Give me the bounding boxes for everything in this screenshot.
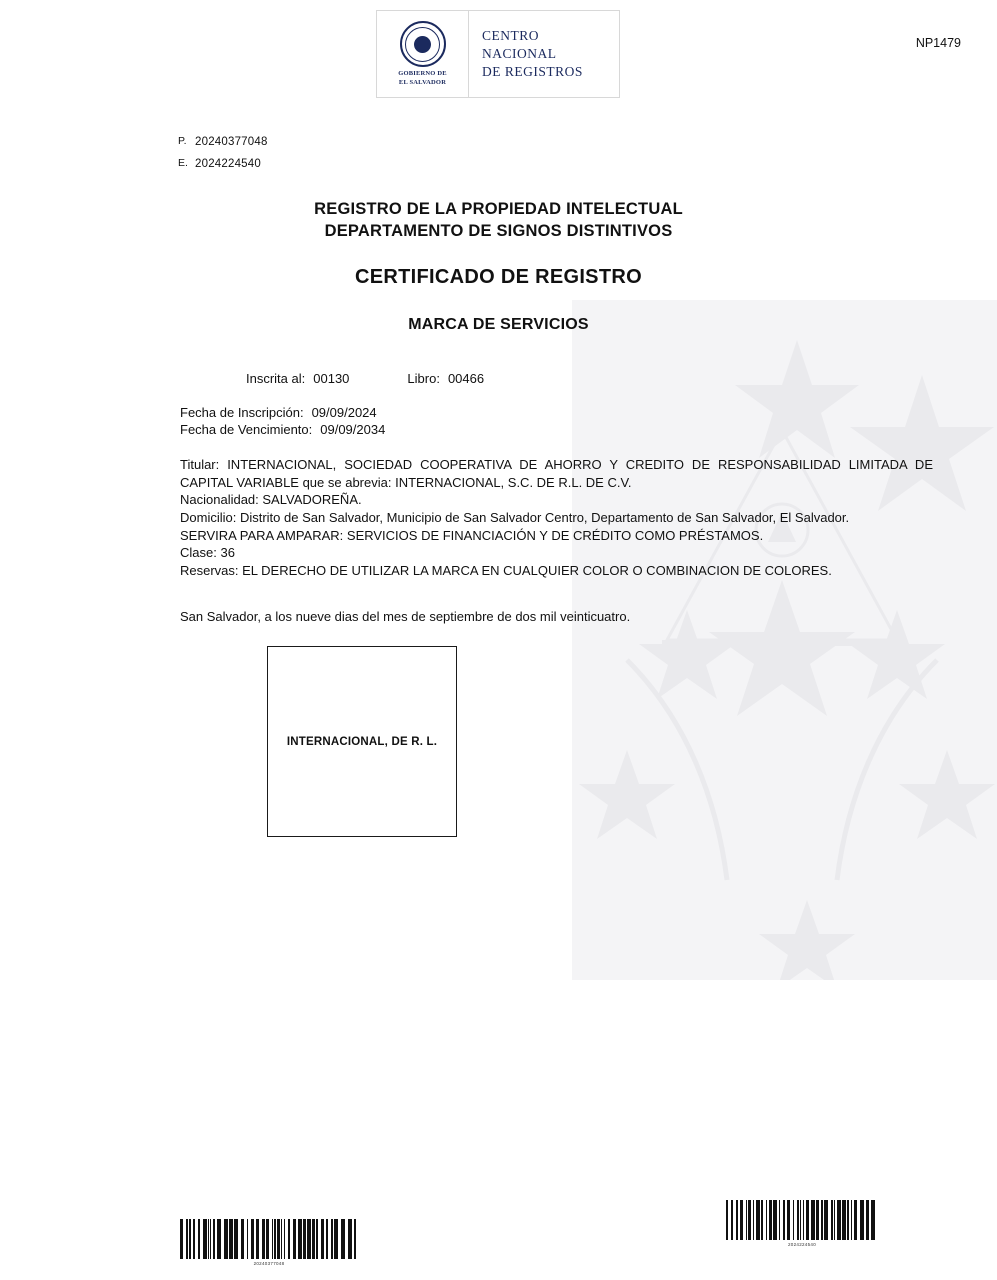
dates-block: [180, 404, 385, 439]
inscription-date-value: 09/09/2024: [311, 405, 377, 420]
libro-value: 00466: [447, 371, 485, 386]
expediente-label: E.: [178, 156, 188, 169]
np-code: NP1479: [915, 36, 961, 50]
trademark-text: INTERNACIONAL, DE R. L.: [286, 735, 438, 748]
government-seal: [377, 11, 469, 97]
barcode-expediente: [726, 1200, 878, 1240]
barcode-presentacion: [180, 1219, 358, 1259]
presentacion-row: [178, 136, 268, 149]
barcode-presentacion-caption: 20240377048: [253, 1261, 285, 1266]
trademark-image-box: [267, 646, 457, 837]
inscrita-value: 00130: [313, 371, 350, 386]
gov-logo-text: [398, 70, 447, 86]
servira-text: SERVIRA PARA AMPARAR: SERVICIOS DE FINANCIACIÓN Y DE CRÉDITO COMO PRÉSTAMOS.: [180, 527, 764, 543]
expiry-date-label: Fecha de Vencimiento:: [180, 422, 313, 438]
inscription-date-label: Fecha de Inscripción:: [180, 405, 304, 420]
registration-numbers: [246, 371, 484, 386]
seal-icon: [400, 21, 446, 67]
department-title: [0, 199, 997, 243]
expediente-row: [178, 158, 268, 171]
libro-label: Libro:: [407, 371, 440, 386]
cnr-logo: [376, 10, 620, 98]
certificate-title: CERTIFICADO DE REGISTRO: [355, 266, 642, 288]
expiry-date-row: [180, 421, 385, 438]
institution-line-1: CENTRO: [482, 27, 539, 43]
presentacion-label: P.: [178, 135, 187, 147]
expediente-value: 2024224540: [195, 157, 261, 170]
reservas-text: Reservas: EL DERECHO DE UTILIZAR LA MARCA EN CUALQUIER COLOR O COMBINACION DE COLORES.: [180, 563, 832, 579]
institution-name: [469, 27, 619, 82]
institution-line-3: DE REGISTROS: [482, 64, 583, 80]
certificate-type: MARCA DE SERVICIOS: [408, 316, 589, 333]
clase-text: Clase: 36: [180, 545, 235, 561]
inscrita-label: Inscrita al:: [246, 371, 306, 386]
gov-line-1: GOBIERNO DE: [398, 70, 447, 78]
expiry-date-value: 09/09/2034: [320, 422, 386, 438]
department-title-line-1: REGISTRO DE LA PROPIEDAD INTELECTUAL: [314, 200, 683, 218]
closing-statement: San Salvador, a los nueve dias del mes de septiembre de dos mil veinticuatro.: [180, 609, 631, 624]
department-title-line-2: DEPARTAMENTO DE SIGNOS DISTINTIVOS: [324, 221, 673, 240]
watermark-tint: [572, 300, 997, 980]
barcode-expediente-caption: 2024224540: [787, 1242, 817, 1247]
nacionalidad-text: Nacionalidad: SALVADOREÑA.: [180, 492, 362, 508]
inscription-date-row: [180, 404, 385, 421]
gov-line-2: EL SALVADOR: [398, 78, 447, 86]
institution-line-2: NACIONAL: [482, 45, 557, 61]
details-block: [180, 456, 933, 580]
domicilio-text: Domicilio: Distrito de San Salvador, Municipio de San Salvador Centro, Departamento de San Salvador, El Salvador.: [180, 510, 850, 526]
reference-block: [178, 136, 268, 179]
titular-text: Titular: INTERNACIONAL, SOCIEDAD COOPERATIVA DE AHORRO Y CREDITO DE RESPONSABILIDAD LIMITADA DE CAPITAL VARIABLE que se abrevia: INTERNACIONAL, S.C. DE R.L. DE C.V.: [180, 457, 933, 490]
presentacion-value: 20240377048: [195, 136, 268, 148]
